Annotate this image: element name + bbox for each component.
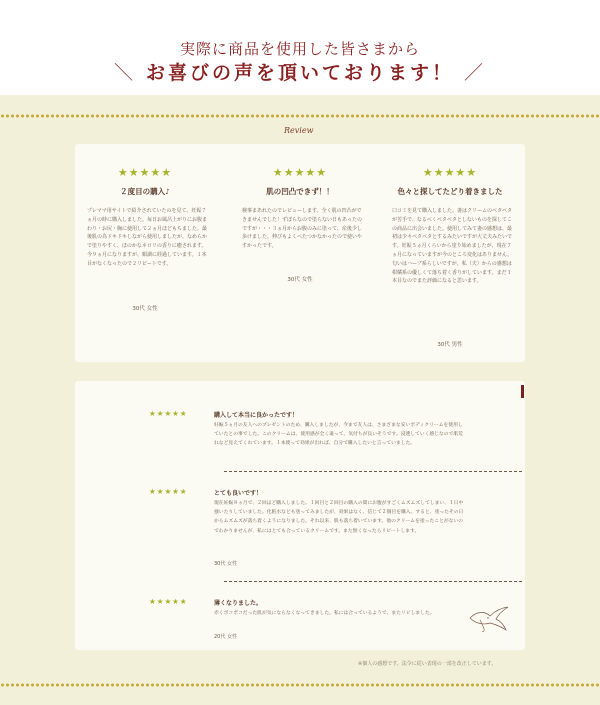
star-rating-icon: ★★★★★	[117, 166, 173, 179]
header-title: お喜びの声を頂いております！	[145, 62, 454, 84]
star-rating-icon: ★★★★★	[149, 409, 188, 418]
footnote: ※個人の感想です。法令に従い表現の一部を改正しています。	[358, 661, 497, 667]
review-body: 検事まあれたのでレビューします。全く肌の凹凸ができませんでした！ずぼらなので塗らない日もあったのですが・・・３ヵ月からお腹のみに塗って、産後少し歩けました。伸びもよくべたつかなかったので使いやすかったです。	[242, 208, 363, 250]
top-review-card	[75, 144, 525, 362]
review-column	[75, 144, 215, 362]
star-rating-icon: ★★★★★	[422, 166, 478, 179]
review-body: 現在妊娠８ヵ月で、２回ほど購入しました。１回目と２回目の購入の間にお腹がすごくムズムズしてしまい、１日中掻いたりしていました。化粧水なども塗ってみましたが、効果はなく、信じて２個目を購入。すると、塗ったその日からムズムズが落ち着くようになりました。それ以来、肌も落ち着いています。他のクリームを塗ったことがないのでわかりませんが、私にはとても合っているクリームです。また無くなったらリピートします。	[214, 501, 464, 534]
accent-bar	[521, 385, 524, 398]
review-body: 赤くポコポコだった肌が気にならなくなってきました。私には合っているようで、またリピしました。	[214, 611, 435, 616]
slash-left: ＼	[113, 62, 136, 84]
slash-right: ／	[464, 62, 487, 84]
review-body: 口コミを見て購入しました。妻はクリームのベタベタが苦手で、なるべくベタベタとしないものを探してこの商品に出会いました。使用してみて妻の感想は、最初は少々ベタベタとするみたいですが大丈夫みたいです。妊娠５ヵ月くらいから塗り始めましたが、現在７ヵ月になっていますが今のところ変化はありません。匂いはハーブ系らしいですが、私（夫）からの感想は柑橘系の優しくて落ち着く香りがしています。まだ１本目なのでまた評価になると思います。	[392, 208, 513, 285]
bird-icon	[466, 604, 512, 632]
review-title: 薄くなりました。	[214, 600, 263, 607]
page-header	[0, 0, 600, 95]
reviewer-age: 20代 女性	[214, 634, 237, 640]
dotted-border-bottom	[0, 682, 600, 688]
star-rating-icon: ★★★★★	[149, 597, 188, 606]
review-title: 肌の凹凸できず！！	[266, 187, 334, 196]
dashed-divider	[224, 581, 522, 582]
review-column	[230, 144, 370, 362]
reviewer-age: 30代 女性	[214, 561, 237, 567]
review-label: Review	[284, 126, 314, 135]
reviewer-age: 30代 男性	[437, 342, 463, 348]
dashed-divider	[224, 471, 522, 472]
review-title: とても良いです！	[214, 490, 263, 497]
review-title: ２度目の購入♪	[120, 187, 170, 196]
reviewer-age: 30代 女性	[132, 306, 158, 312]
star-rating-icon: ★★★★★	[149, 487, 188, 496]
dotted-border-top	[0, 113, 600, 119]
star-rating-icon: ★★★★★	[272, 166, 328, 179]
review-column	[380, 144, 520, 362]
header-subtitle: 実際に商品を使用した皆さまから	[179, 40, 420, 58]
review-title: 購入して本当に良かったです！	[214, 412, 299, 419]
reviewer-age: 30代 女性	[287, 277, 313, 283]
bottom-review-card	[75, 381, 525, 650]
review-body: 妊娠５ヵ月の友人へのプレゼントのため、購入しましたが、今まで友人は、さまざまな安いボディクリームを使用していたとの事でした。このクリームは、使用感が全く違って、気付ちが良いそうです。浸透していく感じなので肌荒れなど見えてくれています。１本使って効果が出れば、自分で購入したいと言っていました。	[214, 423, 463, 447]
review-body: プレママ用サイトで紹介されていたのを見て、妊娠７ヵ月の時に購入しました。毎日お風呂上がりにお腹まわり・お尻・胸に使用して２ヵ月ほどもちました。最後肌の為ドキドキしながら使用しましたが、なめらかで塗りやすく、ほのかなネロリの香りに癒されます。今９ヵ月になりますが、順調に経過しています。１本目がなくなったので２リピートです。	[87, 208, 208, 267]
review-title: 色々と探してたどり着きました	[397, 187, 503, 196]
header-title-line	[0, 58, 600, 85]
